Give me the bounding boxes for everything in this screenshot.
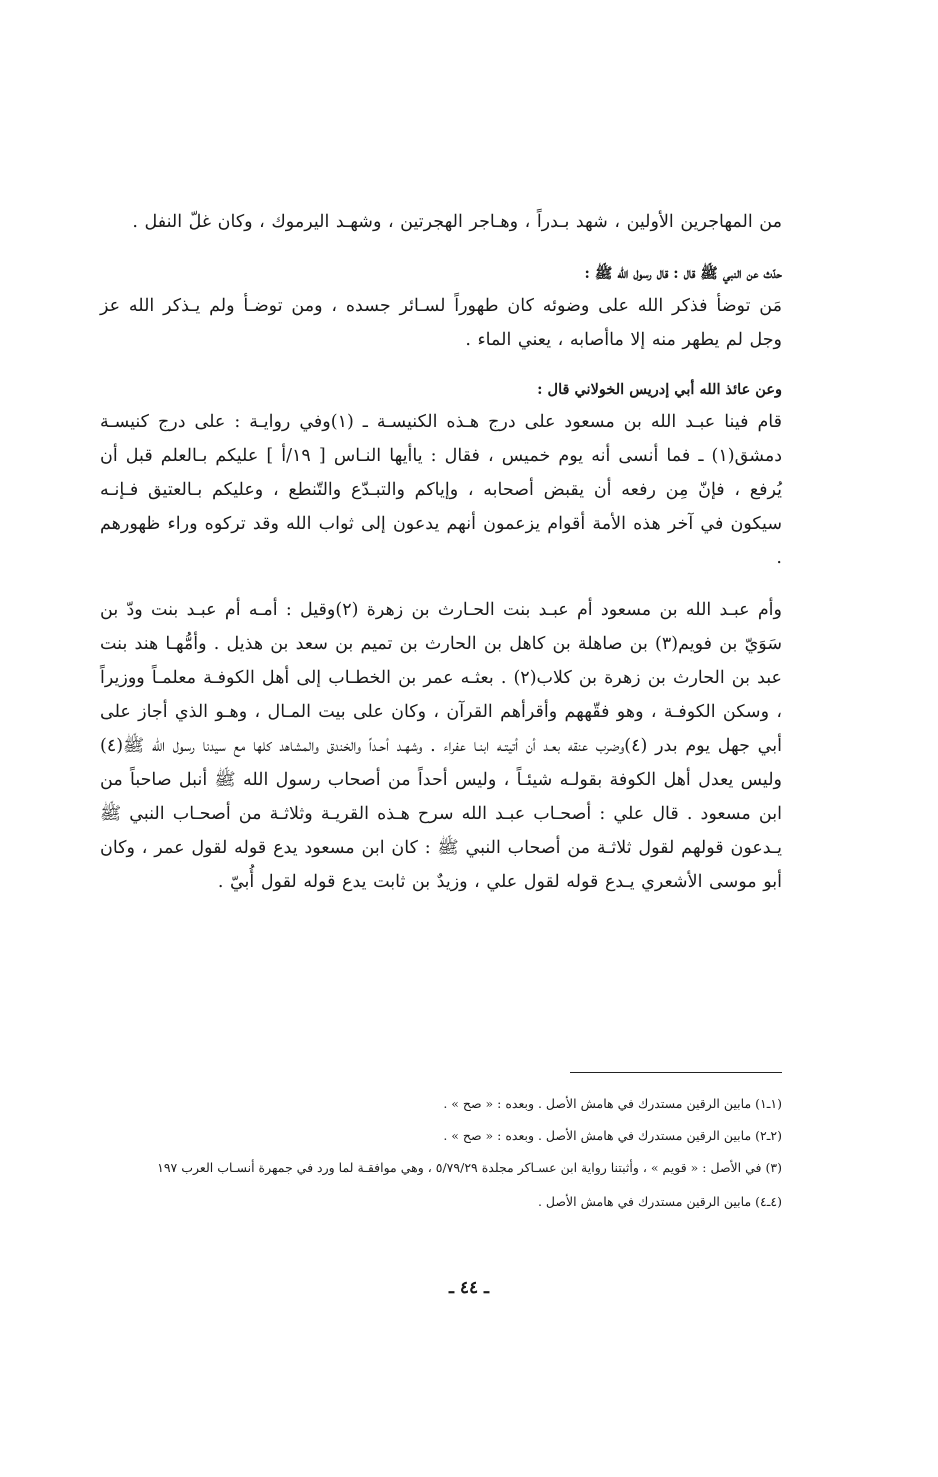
page-number: ـ ٤٤ ـ xyxy=(448,1278,490,1298)
footnote-3: (٣) في الأصل : « قويم » ، وأثبتنا رواية ابن عسـاكر مجلدة ٥/٧٩/٢٩ ، وهي موافقـة لما ورد في جمهرة أنسـاب العرب ١٩٧ xyxy=(157,1160,782,1175)
footnote-2: (٢ـ٢) مابين الرقين مستدرك في هامش الأصل . وبعده : « صح » . xyxy=(443,1128,782,1143)
paragraph-1: من المهاجرين الأولين ، شهد بـدراً ، وهـاجر الهجرتين ، وشهـد اليرموك ، وكان غلّ النفل . xyxy=(132,212,782,232)
paragraph-2: مَن توضأ فذكر الله على وضوئه كان طهوراً لسـائر جسده ، ومن توضـأ ولم يـذكر الله عز وجل لم يطهر منه إلا ماأصابه ، يعني الماء . xyxy=(100,296,782,350)
footnote-4: (٤ـ٤) مابين الرقين مستدرك في هامش الأصل . xyxy=(537,1194,782,1209)
paragraph-4: وأم عبـد الله بن مسعود أم عبـد بنت الحـارث بن زهرة (٢)وقيل : أمـه أم عبـد بنت ودّ بن سَوَيّ بن فويم(٣) بن صاهلة بن كاهل بن الحارث بن تميم بن سعد بن هذيل . وأمُّهـا هند بنت عبد بن الحارث بن زهرة بن كلاب(٢) . بعثـه عمر بن الخطـاب إلى أهل الكوفـة معلمـاً ووزيراً ، وسكن الكوفـة ، وهو فقّههم وأقرأهم القرآن ، وكان على بيت المـال ، وهـو الذي أجاز على أبي جهل يوم بدر (٤)وضرب عنقه بعـد أن أتيتـه ابنـا عفراء . وشهـد أحـداً والخندق والمشاهد كلها مع سيدنا رسول الله ﷺ(٤) وليس يعدل أهل الكوفة بقولـه شيئـاً ، وليس أحداً من أصحاب رسول الله ﷺ أنبل صاحباً من ابن مسعود . قال علي : أصحـاب عبـد الله سرح هـذه القريـة وثلاثـة من أصحـاب النبي ﷺ يـدعون قولهم لقول ثلاثـة من أصحاب النبي ﷺ : كان ابن مسعود يدع قوله لقول عمر ، وكان أبو موسى الأشعري يـدع قوله لقول علي ، وزيدٌ بن ثابت يدع قوله لقول أُبيّ . xyxy=(100,600,782,892)
footnotes xyxy=(100,1090,782,1220)
hadith-heading-1: حدّث عن النبي ﷺ قال : قال رسول الله ﷺ : xyxy=(584,265,782,282)
main-text xyxy=(100,205,782,899)
hadith-heading-2: وعن عائذ الله أبي إدريس الخولاني قال : xyxy=(537,381,782,398)
paragraph-3: قام فينا عبـد الله بن مسعود على درج هـذه الكنيسـة ـ (١)وفي روايـة : على درج كنيسـة دمشق(١) ـ فما أنسى أنه يوم خميس ، فقال : ياأيها النـاس [ ١٩/أ ] عليكم بـالعلم قبل أن يُرفع ، فإنّ مِن رفعه أن يقبض أصحابه ، وإياكم والتبـدّع والتّنطع ، وعليكم بـالعتيق فـإنـه سيكون في آخر هذه الأمة أقوام يزعمون أنهم يدعون إلى ثواب الله وقد تركوه وراء ظهورهم . xyxy=(100,412,782,568)
footnote-divider xyxy=(570,1072,782,1073)
footnote-1: (١ـ١) مابين الرقين مستدرك في هامش الأصل . وبعده : « صح » . xyxy=(443,1096,782,1111)
